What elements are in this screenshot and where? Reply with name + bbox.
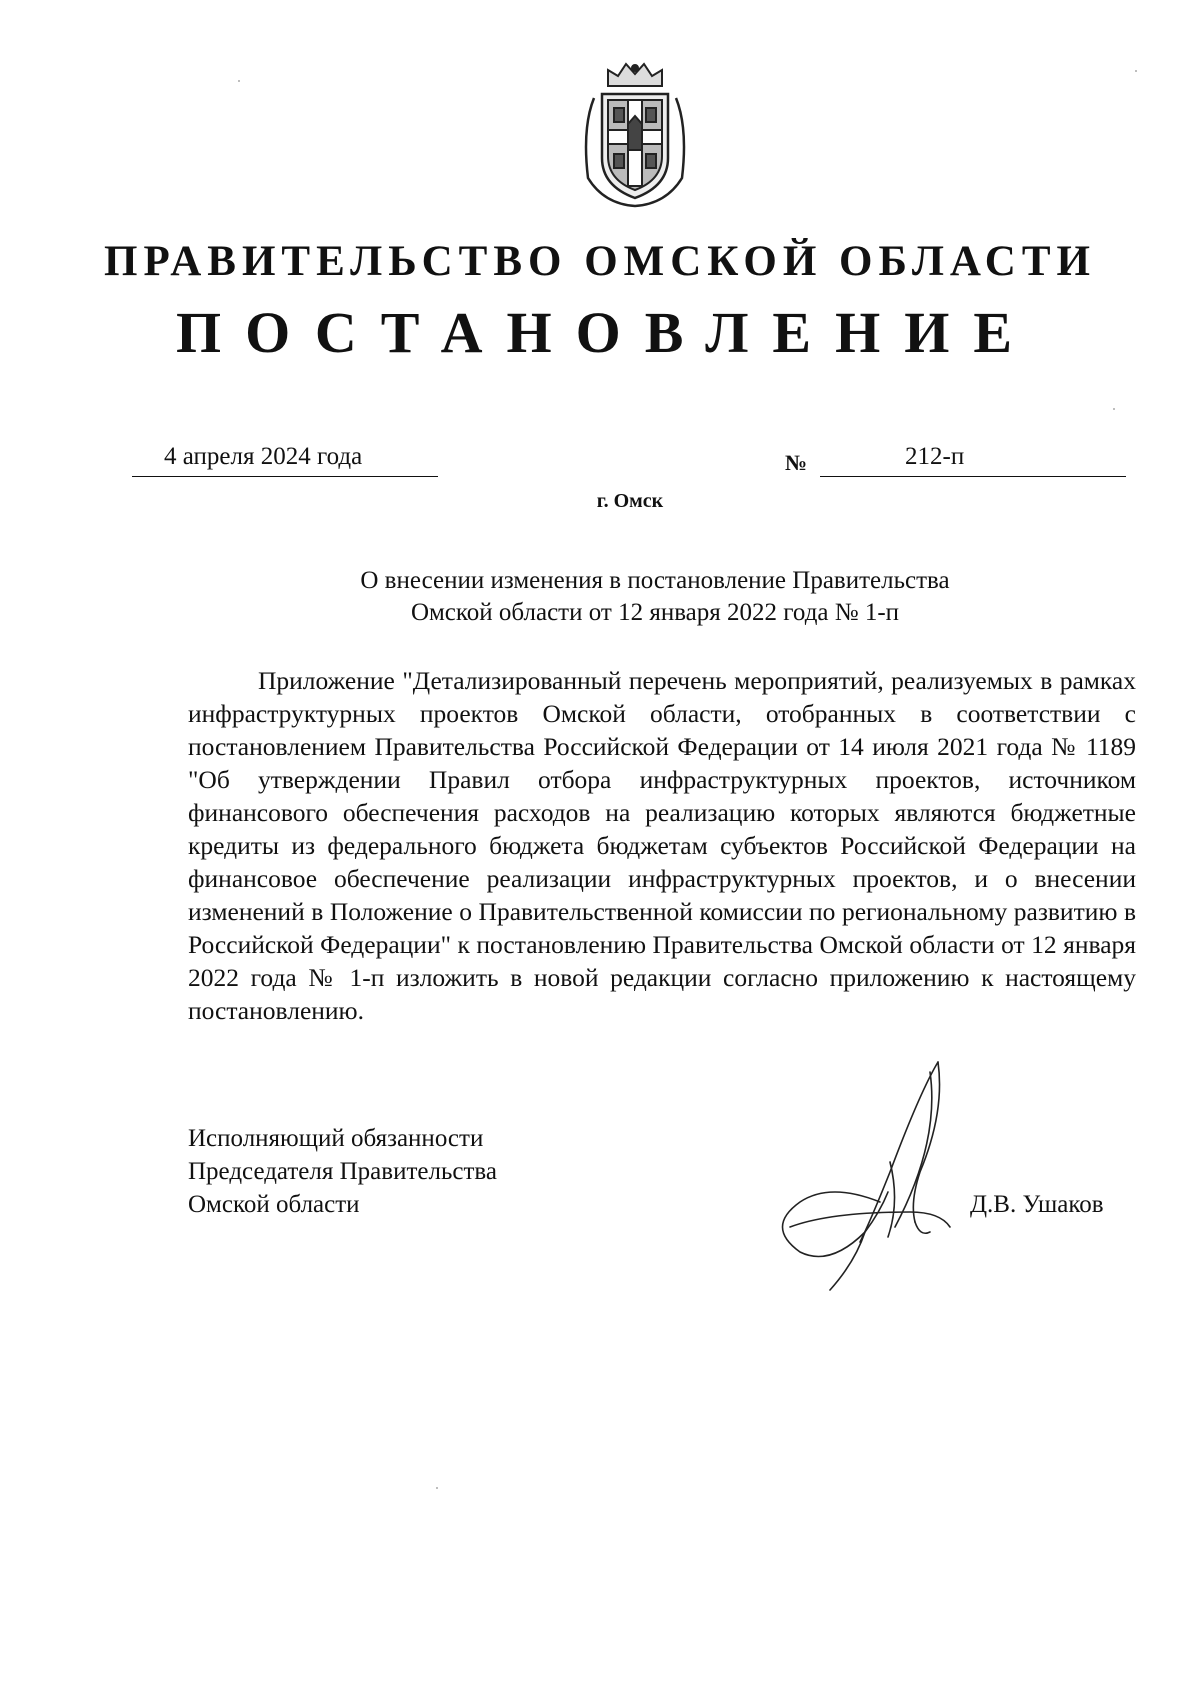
signer-position xyxy=(188,1122,497,1221)
coat-of-arms-icon xyxy=(574,58,696,208)
document-type-title: ПОСТАНОВЛЕНИЕ xyxy=(175,300,1037,365)
signer-position-line-1: Исполняющий обязанности xyxy=(188,1125,484,1152)
scan-speck xyxy=(436,1487,438,1489)
scan-speck xyxy=(238,80,240,82)
signer-name: Д.В. Ушаков xyxy=(970,1191,1104,1218)
organization-title: ПРАВИТЕЛЬСТВО ОМСКОЙ ОБЛАСТИ xyxy=(104,238,1096,285)
document-number: 212-п xyxy=(905,443,965,470)
number-field xyxy=(820,440,1126,477)
scan-speck xyxy=(1135,70,1137,72)
date-field xyxy=(132,440,438,477)
city-label: г. Омск xyxy=(596,490,664,512)
subject-line-1: О внесении изменения в постановление Правительства xyxy=(360,567,950,594)
document-date: 4 апреля 2024 года xyxy=(164,443,363,470)
body-paragraph: Приложение "Детализированный перечень мероприятий, реализуемых в рамках инфраструктурных проектов Омской области, отобранных в соответствии с постановлением Правительства Российской Федерации от 14 июля 2021 года № 1189 "Об утверждении Правил отбора инфраструктурных проектов, источником финансового обеспечения расходов на реализацию которых являются бюджетные кредиты из федерального бюджета бюджетам субъектов Российской Федерации на финансовое обеспечение реализации инфраструктурных проектов, и о внесении изменений в Положение о Правительственной комиссии по региональному развитию в Российской Федерации" к постановлению Правительства Омской области от 12 января 2022 года № 1-п изложить в новой редакции согласно приложению к настоящему постановлению. xyxy=(188,666,1136,1025)
subject-line-2: Омской области от 12 января 2022 года № 1-п xyxy=(410,599,900,626)
document-subject xyxy=(300,565,1010,629)
number-sign: № xyxy=(785,450,808,475)
signer-position-line-2: Председателя Правительства xyxy=(188,1158,497,1185)
handwritten-signature-icon xyxy=(770,1052,1000,1292)
scan-speck xyxy=(1113,408,1115,410)
signer-position-line-3: Омской области xyxy=(188,1191,360,1218)
